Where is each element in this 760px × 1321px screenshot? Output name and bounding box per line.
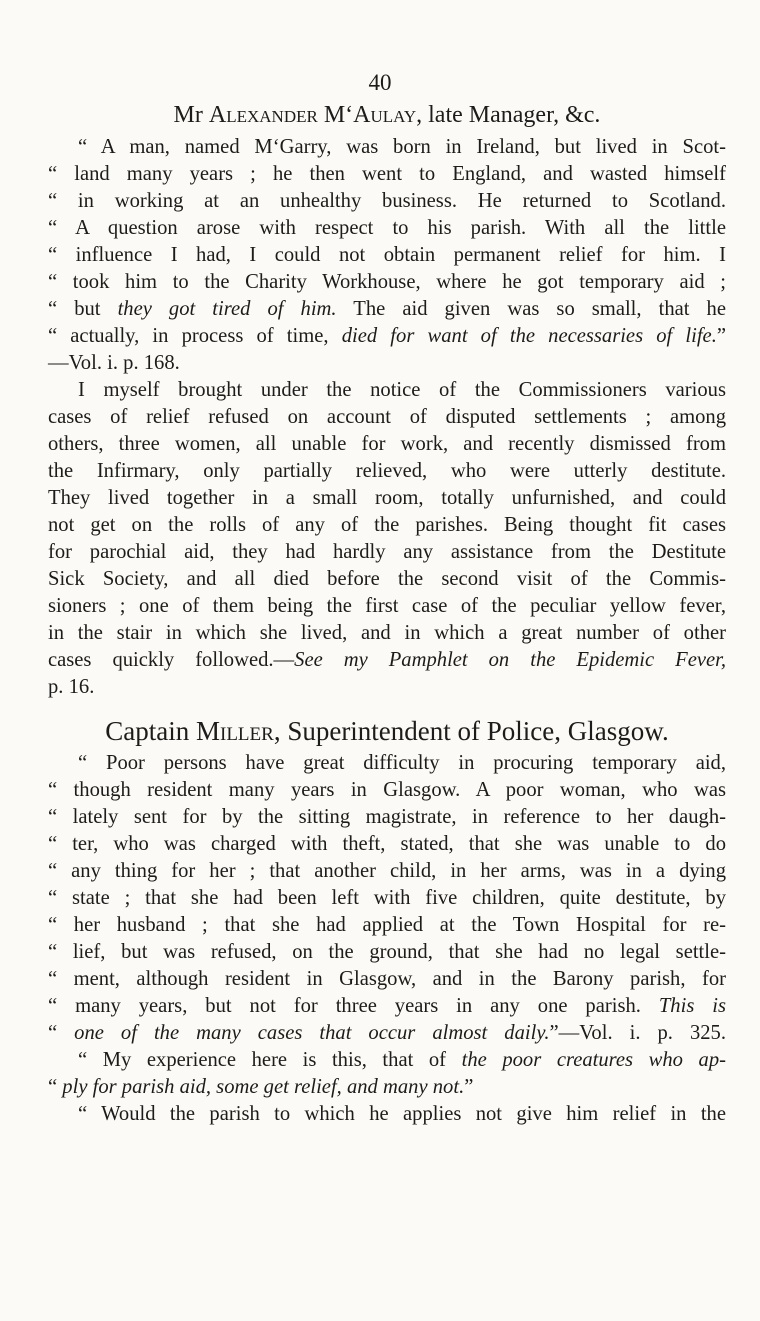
quote-line: “ A man, named M‘Garry, was born in Ireland, but lived in Scot- xyxy=(78,136,726,158)
quote-line: “ land many years ; he then went to England, and wasted himself xyxy=(48,163,726,185)
quote-line: “ any thing for her ; that another child, in her arms, was in a dying xyxy=(48,860,726,882)
citation: —Vol. i. p. 168. xyxy=(48,352,180,374)
heading-name: Miller xyxy=(195,716,274,746)
page-body xyxy=(48,99,726,1128)
section-heading-miller xyxy=(48,715,726,748)
quote-line: “ Poor persons have great difficulty in procuring temporary aid, xyxy=(78,752,726,774)
paragraph-line: not get on the rolls of any of the parishes. Being thought fit cases xyxy=(48,514,726,536)
paragraph-line: p. 16. xyxy=(48,676,95,698)
quote-line: “ her husband ; that she had applied at the Town Hospital for re- xyxy=(48,914,726,936)
section-heading-maulay xyxy=(48,99,726,132)
paragraph-line: the Infirmary, only partially relieved, who were utterly destitute. xyxy=(48,460,726,482)
quote-line: “ A question arose with respect to his parish. With all the little xyxy=(48,217,726,239)
page-number: 40 xyxy=(368,70,392,95)
heading-prefix: Mr xyxy=(173,102,209,128)
quote-line: “ ment, although resident in Glasgow, and in the Barony parish, for xyxy=(48,968,726,990)
paragraph-line: in the stair in which she lived, and in which a great number of other xyxy=(48,622,726,644)
quote-line: “ state ; that she had been left with five children, quite destitute, by xyxy=(48,887,726,909)
paragraph-line: cases of relief refused on account of disputed settlements ; among xyxy=(48,406,726,428)
quote-line: “ many years, but not for three years in any one parish. This is xyxy=(48,995,726,1017)
paragraph-line: others, three women, all unable for work, and recently dismissed from xyxy=(48,433,726,455)
paragraph-line: Sick Society, and all died before the second visit of the Commis- xyxy=(48,568,726,590)
quote-line: “ Would the parish to which he applies not give him relief in the xyxy=(78,1103,726,1125)
quote-line: “ lief, but was refused, on the ground, that she had no legal settle- xyxy=(48,941,726,963)
quote-line: “ in working at an unhealthy business. He returned to Scotland. xyxy=(48,190,726,212)
quote-line: “ influence I had, I could not obtain permanent relief for him. I xyxy=(48,244,726,266)
paragraph-line: for parochial aid, they had hardly any assistance from the Destitute xyxy=(48,541,726,563)
quote-line: “ ply for parish aid, some get relief, and many not.” xyxy=(48,1076,474,1098)
quote-line: “ My experience here is this, that of the poor creatures who ap- xyxy=(78,1049,726,1071)
paragraph-line: cases quickly followed.—See my Pamphlet on the Epidemic Fever, xyxy=(48,649,727,671)
heading-name: Alexander M‘Aulay xyxy=(208,102,417,128)
quote-line: “ took him to the Charity Workhouse, where he got temporary aid ; xyxy=(48,271,726,293)
paragraph-line: I myself brought under the notice of the Commissioners various xyxy=(78,379,726,401)
heading-prefix: Captain xyxy=(105,716,196,746)
quote-line: “ actually, in process of time, died for want of the necessaries of life.” xyxy=(48,325,726,347)
heading-suffix: , Superintendent of Police, Glasgow. xyxy=(273,716,669,746)
heading-suffix: , late Manager, &c. xyxy=(416,102,601,128)
quote-line: “ one of the many cases that occur almost daily.”—Vol. i. p. 325. xyxy=(48,1022,727,1044)
quote-line: “ lately sent for by the sitting magistrate, in reference to her daugh- xyxy=(48,806,726,828)
quote-line: “ though resident many years in Glasgow. A poor woman, who was xyxy=(48,779,726,801)
quote-line: “ ter, who was charged with theft, stated, that she was unable to do xyxy=(48,833,726,855)
quote-line: “ but they got tired of him. The aid given was so small, that he xyxy=(48,298,726,320)
paragraph-line: sioners ; one of them being the first case of the peculiar yellow fever, xyxy=(48,595,726,617)
paragraph-line: They lived together in a small room, totally unfurnished, and could xyxy=(48,487,726,509)
